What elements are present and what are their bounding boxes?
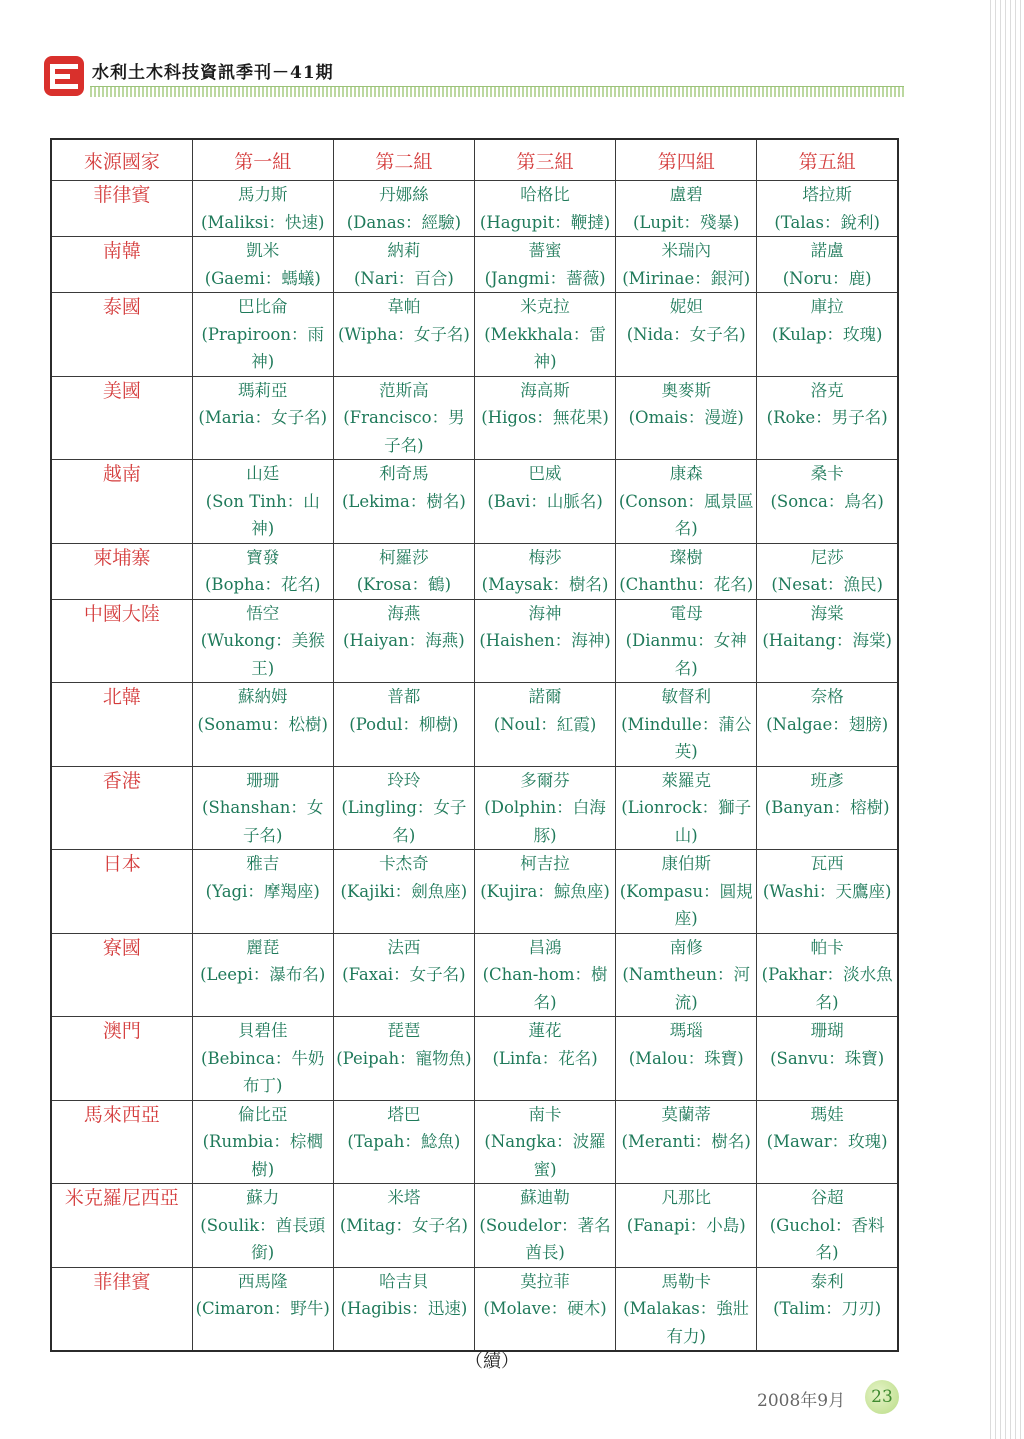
typhoon-chinese-name: 麗琵 [246,937,280,957]
country-cell: 柬埔寨 [51,543,192,599]
typhoon-name-meaning: (Wukong：美猴王) [200,631,325,678]
typhoon-name-cell [757,683,898,767]
typhoon-name-cell [333,237,474,293]
typhoon-name-meaning: (Tapah：鯰魚) [347,1132,461,1151]
typhoon-chinese-name: 蘇迪勒 [520,1188,570,1207]
table-row [51,766,898,850]
table-row [51,293,898,377]
typhoon-name-meaning: (Kajiki：劍魚座) [340,881,468,901]
typhoon-chinese-name: 貝碧佳 [237,1021,288,1040]
typhoon-name-meaning: (Namtheun：河流) [622,965,751,1012]
typhoon-name-meaning: (Kompasu：圓規座) [619,881,753,928]
typhoon-name-cell [757,1017,898,1101]
typhoon-name-cell [757,181,898,237]
typhoon-chinese-name: 玲玲 [387,770,421,790]
typhoon-chinese-name: 海燕 [387,603,421,623]
country-cell: 北韓 [51,683,192,767]
typhoon-name-cell [333,683,474,767]
typhoon-name-cell [192,933,333,1017]
typhoon-chinese-name: 蓮花 [528,1021,562,1040]
typhoon-chinese-name: 海高斯 [520,380,570,400]
typhoon-name-meaning: (Talas：銳利) [774,212,880,232]
typhoon-chinese-name: 凡那比 [661,1188,711,1207]
typhoon-chinese-name: 普都 [387,687,421,706]
typhoon-name-meaning: (Prapiroon：雨神) [201,324,324,371]
country-cell: 越南 [51,460,192,544]
typhoon-name-cell [616,293,757,377]
column-header-group-3: 第三組 [474,139,615,181]
typhoon-name-cell [757,933,898,1017]
typhoon-name-cell [474,181,615,237]
typhoon-chinese-name: 奧麥斯 [661,380,711,400]
footer-date: 2008年9月 [757,1391,846,1411]
typhoon-name-meaning: (Hagibis：迅速) [340,1299,468,1318]
typhoon-name-meaning: (Lupit：殘暴) [632,212,740,232]
typhoon-chinese-name: 南卡 [528,1104,562,1124]
typhoon-chinese-name: 奈格 [810,687,844,706]
typhoon-name-meaning: (Haitang：海棠) [762,631,892,650]
typhoon-name-cell [192,376,333,460]
country-cell: 泰國 [51,293,192,377]
typhoon-chinese-name: 莫拉菲 [520,1271,570,1291]
typhoon-name-meaning: (Guchol：香料名) [769,1215,885,1262]
typhoon-chinese-name: 多爾芬 [520,770,570,790]
typhoon-name-meaning: (Sanvu：珠寶) [770,1048,885,1068]
typhoon-name-cell [333,1267,474,1351]
typhoon-name-meaning: (Chanthu：花名) [619,575,754,594]
typhoon-chinese-name: 韋帕 [387,297,421,316]
typhoon-chinese-name: 悟空 [246,603,280,623]
journal-title: 水利土木科技資訊季刊－41期 [92,63,334,83]
typhoon-name-cell [474,376,615,460]
typhoon-name-cell [474,1017,615,1101]
typhoon-name-meaning: (Malakas：強壯有力) [623,1299,750,1346]
typhoon-name-cell [333,181,474,237]
typhoon-name-cell [757,543,898,599]
table-row [51,460,898,544]
typhoon-chinese-name: 梅莎 [528,547,562,567]
typhoon-chinese-name: 米塔 [387,1188,421,1207]
typhoon-name-meaning: (Soulik：酋長頭銜) [200,1215,326,1262]
typhoon-chinese-name: 范斯高 [379,380,429,400]
typhoon-name-meaning: (Washi：天鷹座) [762,881,892,901]
typhoon-chinese-name: 山廷 [246,464,280,483]
typhoon-name-meaning: (Molave：硬木) [483,1299,607,1318]
typhoon-name-cell [192,237,333,293]
typhoon-name-meaning: (Mawar：玫瑰) [766,1132,888,1151]
country-cell: 美國 [51,376,192,460]
typhoon-name-meaning: (Cimaron：野牛) [195,1299,330,1318]
typhoon-name-meaning: (Chan-hom：樹名) [482,965,608,1012]
table-row [51,181,898,237]
typhoon-chinese-name: 馬力斯 [237,185,288,204]
typhoon-name-meaning: (Haiyan：海燕) [343,631,465,650]
typhoon-name-cell [474,460,615,544]
typhoon-name-meaning: (Hagupit：鞭撻) [479,212,611,232]
typhoon-name-cell [757,460,898,544]
typhoon-name-meaning: (Meranti：樹名) [621,1132,751,1151]
typhoon-chinese-name: 凱米 [246,241,280,260]
typhoon-name-cell [333,376,474,460]
typhoon-name-cell [192,683,333,767]
country-cell: 南韓 [51,237,192,293]
typhoon-name-meaning: (Pakhar：淡水魚名) [761,965,893,1012]
typhoon-chinese-name: 班彥 [810,770,844,790]
typhoon-name-cell [333,543,474,599]
typhoon-name-meaning: (Fanapi：小島) [626,1215,746,1235]
typhoon-chinese-name: 諾爾 [528,687,562,706]
typhoon-chinese-name: 珊珊 [246,770,280,790]
typhoon-name-cell [192,1267,333,1351]
typhoon-chinese-name: 瓦西 [810,854,844,873]
table-row [51,376,898,460]
typhoon-name-meaning: (Lekima：樹名) [341,491,466,511]
typhoon-name-cell [192,1184,333,1268]
typhoon-name-meaning: (Maria：女子名) [198,408,328,427]
typhoon-name-meaning: (Noul：紅霞) [493,714,597,734]
typhoon-name-meaning: (Lingling：女子名) [341,798,467,845]
journal-logo-icon [42,54,86,98]
typhoon-chinese-name: 桑卡 [810,464,844,483]
typhoon-chinese-name: 薔蜜 [528,241,562,260]
typhoon-name-cell [192,543,333,599]
typhoon-name-cell [192,460,333,544]
typhoon-name-meaning: (Linfa：花名) [492,1048,598,1068]
typhoon-chinese-name: 琵琶 [387,1021,421,1040]
typhoon-chinese-name: 康森 [669,464,703,483]
country-cell: 澳門 [51,1017,192,1101]
typhoon-name-meaning: (Mindulle：蒲公英) [621,714,752,761]
typhoon-name-cell [616,460,757,544]
typhoon-name-cell [333,1017,474,1101]
typhoon-name-cell [616,1100,757,1184]
typhoon-name-cell [757,293,898,377]
typhoon-chinese-name: 珊瑚 [810,1021,844,1040]
typhoon-name-meaning: (Omais：漫遊) [628,408,744,427]
typhoon-name-meaning: (Rumbia：棕櫚樹) [202,1132,323,1179]
typhoon-name-meaning: (Faxai：女子名) [342,965,466,984]
typhoon-name-meaning: (Talim：刀刃) [773,1299,882,1318]
typhoon-chinese-name: 卡杰奇 [379,854,429,873]
typhoon-chinese-name: 柯羅莎 [379,547,429,567]
column-header-group-1: 第一組 [192,139,333,181]
typhoon-chinese-name: 丹娜絲 [379,185,429,204]
typhoon-name-meaning: (Maliksi：快速) [201,212,325,232]
typhoon-name-cell [474,766,615,850]
typhoon-chinese-name: 雅吉 [246,854,280,873]
column-header-group-4: 第四組 [616,139,757,181]
typhoon-name-meaning: (Yagi：摩羯座) [205,881,320,901]
typhoon-name-meaning: (Wipha：女子名) [337,324,470,344]
typhoon-chinese-name: 洛克 [810,380,844,400]
typhoon-chinese-name: 庫拉 [810,297,844,316]
typhoon-name-cell [192,766,333,850]
typhoon-chinese-name: 莫蘭蒂 [661,1104,711,1124]
typhoon-name-meaning: (Roke：男子名) [766,408,888,427]
typhoon-name-cell [616,850,757,934]
typhoon-name-cell [333,1184,474,1268]
page-edge-lines [986,0,1024,1439]
typhoon-chinese-name: 西馬隆 [237,1271,288,1291]
table-row [51,1184,898,1268]
typhoon-name-cell [333,1100,474,1184]
typhoon-chinese-name: 泰利 [810,1271,844,1291]
typhoon-name-meaning: (Malou：珠寶) [628,1048,744,1068]
typhoon-chinese-name: 諾盧 [810,241,844,260]
table-row [51,683,898,767]
typhoon-chinese-name: 巴比侖 [237,297,288,316]
typhoon-chinese-name: 南修 [669,937,703,957]
typhoon-name-meaning: (Bopha：花名) [205,575,321,594]
typhoon-name-cell [192,1100,333,1184]
typhoon-name-cell [333,850,474,934]
typhoon-chinese-name: 哈格比 [520,185,570,204]
typhoon-name-cell [474,293,615,377]
typhoon-chinese-name: 米克拉 [520,297,570,316]
country-cell: 日本 [51,850,192,934]
typhoon-chinese-name: 海棠 [810,603,844,623]
table-row [51,933,898,1017]
typhoon-name-cell [192,181,333,237]
typhoon-name-cell [757,376,898,460]
continued-label: （續） [465,1351,519,1372]
typhoon-name-meaning: (Haishen：海神) [479,631,611,650]
typhoon-name-cell [474,1100,615,1184]
typhoon-name-meaning: (Dianmu：女神名) [625,631,747,678]
typhoon-name-cell [757,766,898,850]
typhoon-name-cell [333,599,474,683]
typhoon-name-cell [757,599,898,683]
typhoon-chinese-name: 尼莎 [810,547,844,567]
column-header-country: 來源國家 [51,139,192,181]
typhoon-chinese-name: 塔拉斯 [802,185,852,204]
typhoon-chinese-name: 瑪莉亞 [237,380,288,400]
typhoon-name-cell [474,683,615,767]
typhoon-name-meaning: (Sonca：鳥名) [770,491,884,511]
typhoon-name-cell [192,599,333,683]
typhoon-name-meaning: (Sonamu：松樹) [197,714,328,734]
page-number-badge: 23 [865,1380,899,1414]
table-header-row [51,139,898,181]
typhoon-chinese-name: 昌鴻 [528,937,562,957]
typhoon-name-cell [616,376,757,460]
typhoon-name-cell [616,599,757,683]
typhoon-name-cell [616,766,757,850]
typhoon-name-meaning: (Higos：無花果) [481,408,609,427]
typhoon-chinese-name: 蘇納姆 [237,687,288,706]
country-cell: 馬來西亞 [51,1100,192,1184]
typhoon-name-meaning: (Nangka：波羅蜜) [484,1132,606,1179]
typhoon-name-meaning: (Conson：風景區名) [618,491,754,538]
typhoon-name-cell [616,683,757,767]
table-row [51,1267,898,1351]
typhoon-name-cell [757,1267,898,1351]
typhoon-name-cell [474,543,615,599]
typhoon-name-cell [757,1184,898,1268]
typhoon-chinese-name: 海神 [528,603,562,623]
typhoon-name-cell [333,766,474,850]
table-row [51,1017,898,1101]
typhoon-name-cell [616,1267,757,1351]
typhoon-name-meaning: (Banyan：榕樹) [764,798,890,817]
typhoon-name-cell [616,1017,757,1101]
typhoon-name-cell [333,460,474,544]
typhoon-chinese-name: 哈吉貝 [379,1271,429,1291]
typhoon-name-cell [757,237,898,293]
typhoon-name-meaning: (Jangmi：薔薇) [484,268,606,288]
typhoon-name-cell [474,1267,615,1351]
typhoon-name-meaning: (Mekkhala：雷神) [484,324,606,371]
typhoon-name-meaning: (Nari：百合) [353,268,454,288]
typhoon-chinese-name: 敏督利 [661,687,711,706]
typhoon-chinese-name: 法西 [387,937,421,957]
typhoon-chinese-name: 柯吉拉 [520,854,570,873]
typhoon-name-cell [474,933,615,1017]
typhoon-name-meaning: (Mitag：女子名) [339,1215,468,1235]
typhoon-name-meaning: (Kulap：玫瑰) [771,324,883,344]
typhoon-chinese-name: 納莉 [387,241,421,260]
typhoon-chinese-name: 巴威 [528,464,562,483]
typhoon-name-cell [474,237,615,293]
typhoon-name-cell [616,543,757,599]
typhoon-chinese-name: 盧碧 [669,185,703,204]
table-row [51,543,898,599]
typhoon-chinese-name: 谷超 [810,1188,844,1207]
typhoon-name-cell [333,933,474,1017]
typhoon-name-cell [192,293,333,377]
typhoon-name-meaning: (Nalgae：翅膀) [766,714,889,734]
typhoon-chinese-name: 電母 [669,603,703,623]
column-header-group-5: 第五組 [757,139,898,181]
typhoon-chinese-name: 馬勒卡 [661,1271,711,1291]
typhoon-name-cell [616,933,757,1017]
typhoon-chinese-name: 帕卡 [810,937,844,957]
typhoon-chinese-name: 倫比亞 [237,1104,288,1124]
typhoon-name-cell [474,850,615,934]
typhoon-name-cell [616,237,757,293]
country-cell: 香港 [51,766,192,850]
typhoon-name-cell [757,1100,898,1184]
typhoon-name-meaning: (Bavi：山脈名) [487,491,603,511]
typhoon-name-meaning: (Francisco：男子名) [343,408,465,455]
typhoon-name-meaning: (Gaemi：螞蟻) [204,268,321,288]
typhoon-name-meaning: (Danas：經驗) [346,212,462,232]
typhoon-chinese-name: 康伯斯 [661,854,711,873]
typhoon-name-meaning: (Bebinca：牛奶布丁) [201,1048,325,1095]
typhoon-chinese-name: 瑪娃 [810,1104,844,1124]
typhoon-chinese-name: 萊羅克 [661,770,711,790]
typhoon-name-meaning: (Kujira：鯨魚座) [480,881,610,901]
country-cell: 米克羅尼西亞 [51,1184,192,1268]
typhoon-name-cell [616,1184,757,1268]
typhoon-name-meaning: (Podul：柳樹) [349,714,459,734]
country-cell: 中國大陸 [51,599,192,683]
typhoon-name-cell [192,850,333,934]
typhoon-name-meaning: (Nida：女子名) [626,324,746,344]
table-row [51,1100,898,1184]
typhoon-name-meaning: (Soudelor：著名酋長) [479,1215,611,1262]
typhoon-chinese-name: 塔巴 [387,1104,421,1124]
typhoon-name-cell [474,1184,615,1268]
typhoon-name-meaning: (Son Tinh：山神) [205,491,320,538]
typhoon-name-meaning: (Noru：鹿) [782,268,872,288]
typhoon-chinese-name: 米瑞內 [661,241,711,260]
typhoon-name-meaning: (Leepi：瀑布名) [200,965,326,984]
typhoon-name-cell [192,1017,333,1101]
table-row [51,599,898,683]
typhoon-name-meaning: (Lionrock：獅子山) [621,798,752,845]
table-row [51,850,898,934]
typhoon-chinese-name: 妮妲 [669,297,703,316]
typhoon-chinese-name: 寶發 [246,547,280,567]
typhoon-name-meaning: (Nesat：漁民) [771,575,883,594]
typhoon-chinese-name: 蘇力 [246,1188,280,1207]
typhoon-name-meaning: (Krosa：鶴) [356,575,452,594]
column-header-group-2: 第二組 [333,139,474,181]
typhoon-name-cell [474,599,615,683]
page-header [42,54,904,100]
typhoon-name-meaning: (Mirinae：銀河) [622,268,751,288]
country-cell: 菲律賓 [51,181,192,237]
typhoon-name-meaning: (Maysak：樹名) [481,575,609,594]
typhoon-names-table [50,138,899,1352]
typhoon-chinese-name: 瑪瑙 [669,1021,703,1040]
table-row [51,237,898,293]
typhoon-name-meaning: (Shanshan：女子名) [202,798,324,845]
header-rule [90,86,904,97]
typhoon-chinese-name: 利奇馬 [379,464,429,483]
typhoon-name-meaning: (Dolphin：白海豚) [484,798,606,845]
typhoon-name-cell [757,850,898,934]
typhoon-name-meaning: (Peipah：寵物魚) [336,1048,472,1068]
typhoon-name-cell [333,293,474,377]
typhoon-name-cell [616,181,757,237]
country-cell: 寮國 [51,933,192,1017]
typhoon-chinese-name: 璨樹 [669,547,703,567]
country-cell: 菲律賓 [51,1267,192,1351]
